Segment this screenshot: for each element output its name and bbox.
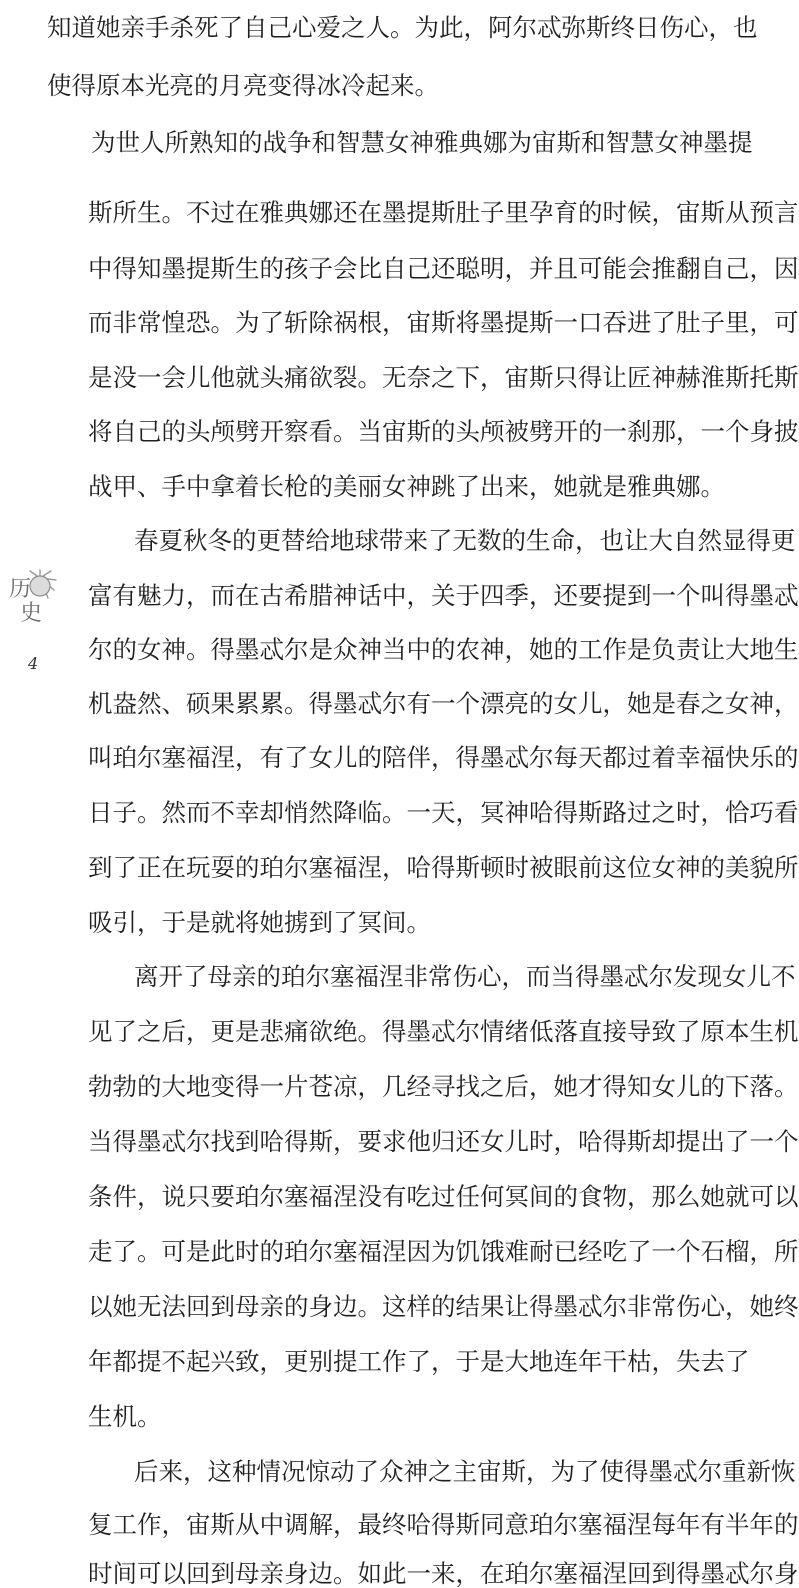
page-number: 4 — [28, 654, 39, 673]
text-line: 战甲、手中拿着长枪的美丽女神跳了出来，她就是雅典娜。 — [88, 472, 725, 501]
text-line: 年都提不起兴致，更别提工作了，于是大地连年干枯，失去了 — [88, 1347, 750, 1376]
text-line: 斯所生。不过在雅典娜还在墨提斯肚子里孕育的时候，宙斯从预言 — [88, 198, 799, 227]
text-line: 日子。然而不幸却悄然降临。一天，冥神哈得斯路过之时，恰巧看 — [88, 798, 799, 827]
text-line: 条件，说只要珀尔塞福涅没有吃过任何冥间的食物，那么她就可以 — [88, 1182, 799, 1211]
text-line: 当得墨忒尔找到哈得斯，要求他归还女儿时，哈得斯却提出了一个 — [88, 1127, 799, 1156]
text-line: 而非常惶恐。为了斩除祸根，宙斯将墨提斯一口吞进了肚子里，可 — [88, 308, 799, 337]
svg-text:历: 历 — [9, 577, 32, 602]
text-line: 使得原本光亮的月亮变得冰冷起来。 — [47, 71, 439, 100]
svg-text:史: 史 — [20, 601, 43, 626]
text-line: 生机。 — [88, 1402, 162, 1431]
text-line: 尔的女神。得墨忒尔是众神当中的农神，她的工作是负责让大地生 — [88, 635, 799, 664]
text-line: 吸引，于是就将她掳到了冥间。 — [88, 908, 431, 937]
text-line: 离开了母亲的珀尔塞福涅非常伤心，而当得墨忒尔发现女儿不 — [134, 962, 796, 991]
margin-logo — [6, 568, 58, 628]
text-line: 机盎然、硕果累累。得墨忒尔有一个漂亮的女儿，她是春之女神， — [88, 689, 799, 718]
text-line: 以她无法回到母亲的身边。这样的结果让得墨忒尔非常伤心，她终 — [88, 1292, 799, 1321]
text-line: 知道她亲手杀死了自己心爱之人。为此，阿尔忒弥斯终日伤心，也 — [47, 13, 758, 42]
text-line: 时间可以回到母亲身边。如此一来，在珀尔塞福涅回到得墨忒尔身 — [88, 1559, 799, 1588]
text-line: 见了之后，更是悲痛欲绝。得墨忒尔情绪低落直接导致了原本生机 — [88, 1017, 799, 1046]
text-line: 勃勃的大地变得一片苍凉，几经寻找之后，她才得知女儿的下落。 — [88, 1072, 799, 1101]
text-line: 为世人所熟知的战争和智慧女神雅典娜为宙斯和智慧女神墨提 — [91, 128, 753, 157]
text-line: 到了正在玩耍的珀尔塞福涅，哈得斯顿时被眼前这位女神的美貌所 — [88, 853, 799, 882]
text-line: 走了。可是此时的珀尔塞福涅因为饥饿难耐已经吃了一个石榴，所 — [88, 1237, 799, 1266]
text-line: 叫珀尔塞福涅，有了女儿的陪伴，得墨忒尔每天都过着幸福快乐的 — [88, 743, 799, 772]
text-line: 将自己的头颅劈开察看。当宙斯的头颅被劈开的一刹那，一个身披 — [88, 417, 799, 446]
text-line: 富有魅力，而在古希腊神话中，关于四季，还要提到一个叫得墨忒 — [88, 581, 799, 610]
text-line: 后来，这种情况惊动了众神之主宙斯，为了使得墨忒尔重新恢 — [134, 1457, 796, 1486]
text-line: 春夏秋冬的更替给地球带来了无数的生命，也让大自然显得更 — [134, 526, 796, 555]
text-line: 中得知墨提斯生的孩子会比自己还聪明，并且可能会推翻自己，因 — [88, 254, 799, 283]
text-line: 是没一会儿他就头痛欲裂。无奈之下，宙斯只得让匠神赫淮斯托斯 — [88, 363, 799, 392]
text-line: 复工作，宙斯从中调解，最终哈得斯同意珀尔塞福涅每年有半年的 — [88, 1510, 799, 1539]
